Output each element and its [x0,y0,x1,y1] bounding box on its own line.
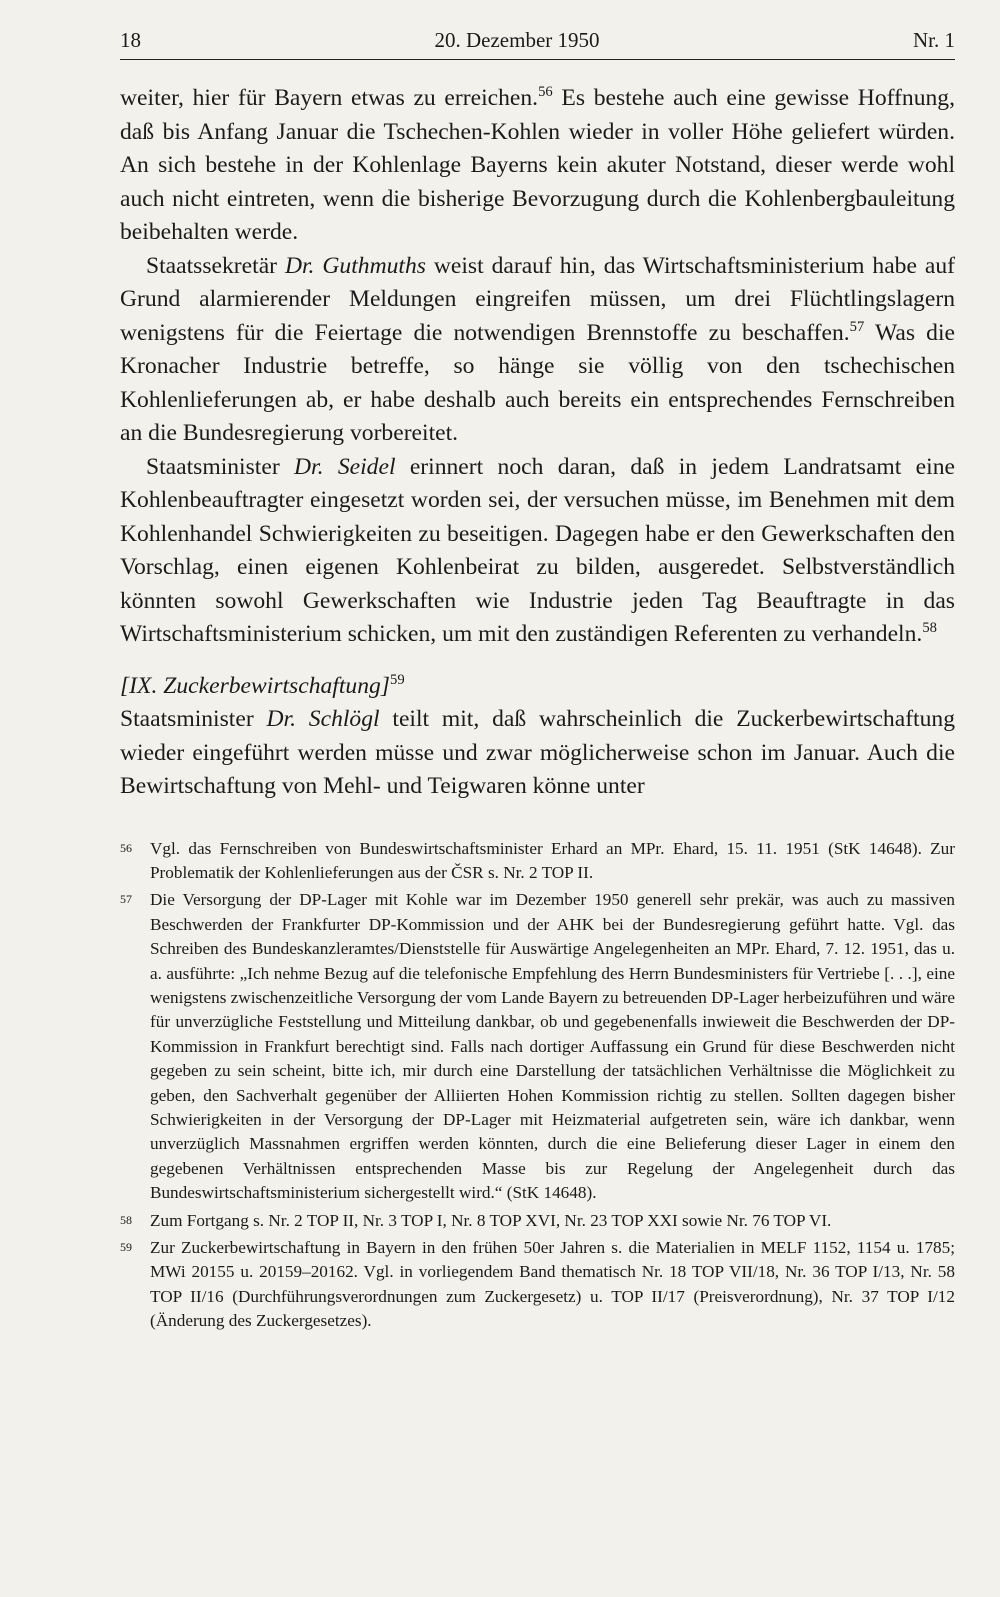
footnote [120,1236,955,1334]
footnote-ref-57[interactable]: 57 [849,318,865,335]
footnote-text: Vgl. das Fernschreiben von Bundeswirtschaftsminister Erhard an MPr. Ehard, 15. 11. 1951 (StK 14648). Zur Problematik der Kohlenlieferungen aus der ČSR s. Nr. 2 TOP II. [150,838,955,882]
header-date: 20. Dezember 1950 [434,28,600,52]
footnote-ref-56[interactable]: 56 [538,84,553,101]
text-run: weiter, hier für Bayern etwas zu erreichen. [120,85,539,111]
footnote [120,837,955,886]
footnote-number: 58 [120,1212,132,1227]
paragraph-1 [120,82,955,250]
footnote-text: Zum Fortgang s. Nr. 2 TOP II, Nr. 3 TOP I, Nr. 8 TOP XVI, Nr. 23 TOP XXI sowie Nr. 76 TOP VI. [150,1210,832,1230]
section-heading [120,670,955,704]
header-issue: Nr. 1 [913,28,955,52]
text-run: weist darauf hin, das Wirtschaftsministerium habe auf Grund alarmierender Meldungen eingreifen müssen, um drei Flüchtlingslagern wenigstens für die Feiertage die notwendigen Brennstoffe zu beschaffen. [120,252,955,346]
running-header [120,28,955,60]
text-run: Was die Kronacher Industrie betreffe, so hänge sie völlig von den tschechischen Kohlenlieferungen ab, er habe deshalb auch bereits ein entsprechendes Fernschreiben an die Bundesregierung vorbereitet. [120,319,955,446]
speaker-name: Dr. Schlögl [266,706,380,732]
text-run: Es bestehe auch eine gewisse Hoffnung, daß bis Anfang Januar die Tschechen-Kohlen wieder in voller Höhe geliefert würden. An sich bestehe in der Kohlenlage Bayerns kein akuter Notstand, dieser werde wohl auch nicht eintreten, wenn die bisherige Bevorzugung durch die Kohlenbergbauleitung beibehalten werde. [120,85,955,245]
speaker-name: Dr. Guthmuths [284,252,426,279]
speaker-name: Dr. Seidel [294,453,396,480]
footnote-number: 59 [120,1240,132,1254]
footnote-ref-58[interactable]: 58 [922,620,937,637]
paragraph-3 [120,451,955,652]
text-run: teilt mit, daß wahrscheinlich die Zuckerbewirtschaftung wieder eingeführt werden müsse und zwar möglicherweise schon im Januar. Auch die Bewirtschaftung von Mehl- und Teigwaren könne unter [120,706,956,799]
section-title: [IX. Zuckerbewirtschaftung] [120,672,390,699]
footnote-ref-59[interactable]: 59 [390,671,405,688]
footnote-text: Zur Zuckerbewirtschaftung in Bayern in den frühen 50er Jahren s. die Materialien in MELF 1152, 1154 u. 1785; MWi 20155 u. 20159–20162. Vgl. in vorliegendem Band thematisch Nr. 18 TOP VII/18, Nr. 36 TOP I/13, Nr. 58 TOP II/16 (Durchführungsverordnungen zum Zuckergesetz) u. TOP II/17 (Preisverordnung), Nr. 37 TOP I/12 (Änderung des Zuckergesetzes). [150,1238,955,1331]
page-number: 18 [120,28,141,52]
footnote-number: 57 [120,892,132,907]
footnote [120,1209,955,1233]
paragraph-4 [120,703,955,804]
text-run: Staatssekretär [146,252,285,279]
footnote-text: Die Versorgung der DP-Lager mit Kohle war im Dezember 1950 generell sehr prekär, was auch zu massiven Beschwerden der Frankfurter DP-Kommission und der AHK bei der Bundesregierung geführt hatte. Vgl. das Schreiben des Bundeskanzleramtes/Dienststelle für Auswärtige Angelegenheiten an MPr. Ehard, 7. 12. 1951, das u. a. ausführte: „Ich nehme Bezug auf die telefonische Empfehlung des Herrn Bundesministers für Vertriebe [. . .], eine wenigstens zwischenzeitliche Versorgung der vom Lande Bayern zu betreuenden DP-Lager herbeizuführen und wäre für unverzügliche Feststellung und Mitteilung dankbar, ob und gegebenenfalls inwieweit die Beschwerden der DP-Kommission in Frankfurt berechtigt sind. Falls nach dortiger Auffassung ein Grund für diese Beschwerden nicht gegeben zu sein scheint, bitte ich, mir durch eine Darstellung der tatsächlichen Verhältnisse die Möglichkeit zu geben, den Sachverhalt gegenüber der Alliierten Hohen Kommission richtig zu stellen. Sollten dagegen bisher Schwierigkeiten in der Versorgung der DP-Lager mit Heizmaterial aufgetreten sein, wäre ich dankbar, wenn unverzüglich Massnahmen ergriffen werden könnten, durch die eine Belieferung dieser Lager in einem den gegebenen Verhältnissen entsprechenden Masse bis zur Regelung der Angelegenheit durch das Bundeswirtschaftsministerium sichergestellt wird.“ (StK 14648). [150,890,955,1203]
body-text [120,82,955,804]
text-run: erinnert noch daran, daß in jedem Landratsamt eine Kohlenbeauftragter eingesetzt worden sei, der versuchen müsse, im Benehmen mit dem Kohlenhandel Schwierigkeiten zu beseitigen. Dagegen habe er den Gewerkschaften den Vorschlag, einen eigenen Kohlenbeirat zu bilden, ausgeredet. Selbstverständlich könnten sowohl Gewerkschaften wie Industrie jeden Tag Beauftragte in das Wirtschaftsministerium schicken, um mit den zuständigen Referenten zu verhandeln. [120,453,955,647]
footnote-number: 56 [120,840,132,855]
text-run: Staatsminister [146,453,295,480]
footnote [120,888,955,1205]
text-run: Staatsminister [120,706,267,732]
footnotes [120,837,955,1334]
document-page [120,28,955,1337]
paragraph-2 [120,250,955,451]
